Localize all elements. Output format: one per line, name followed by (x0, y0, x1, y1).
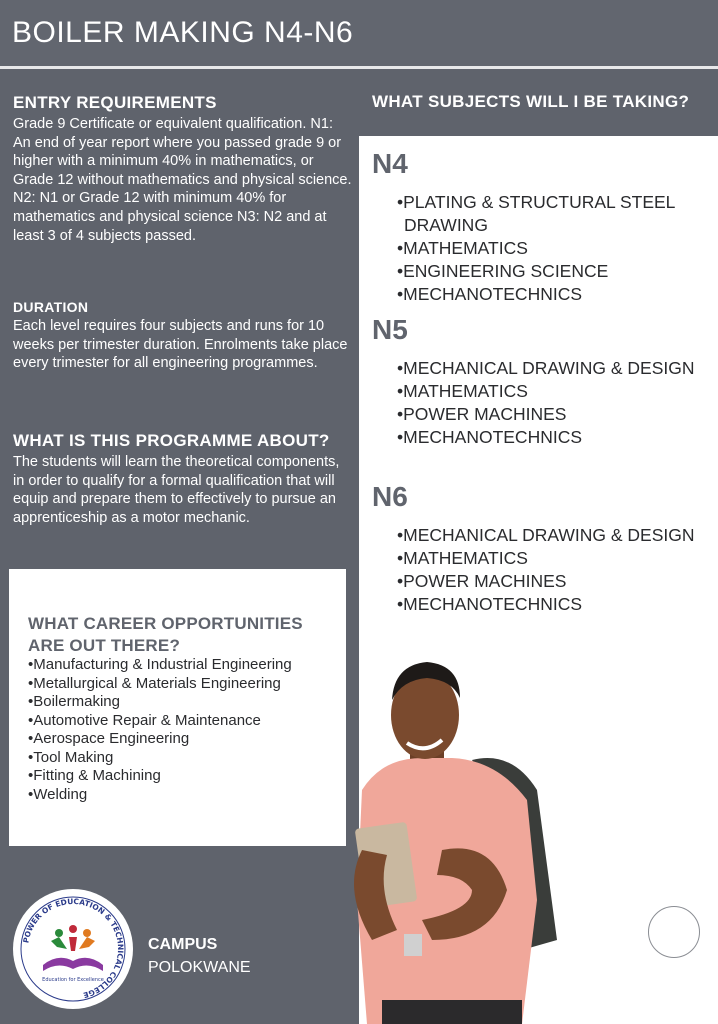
career-item: •Fitting & Machining (28, 767, 161, 784)
subject-item: •PLATING & STRUCTURAL STEEL DRAWING (397, 192, 675, 235)
duration-text: Each level requires four subjects and runs for 10 weeks per trimester duration. Enrolments take place every trimester for all engineering programmes. (13, 318, 348, 372)
decorative-circle (648, 906, 700, 958)
entry-requirements-text: Grade 9 Certificate or equivalent qualification. N1: An end of year report where you passed grade 9 or higher with a minimum 40% in mathematics, or Grade 12 without mathematics and physical science. N2: N1 or Grade 12 with minimum 40% for mathematics and physical science N3: N2 and at least 3 of 4 subjects passed. (13, 116, 352, 244)
subject-item: •MECHANICAL DRAWING & DESIGN (397, 358, 695, 378)
career-opportunities-box (9, 569, 346, 846)
duration-section (13, 299, 353, 373)
level-n5-title: N5 (372, 314, 408, 345)
subject-item: •MECHANOTECHNICS (397, 284, 583, 304)
subject-item: •MECHANICAL DRAWING & DESIGN (397, 525, 695, 545)
subject-item: •POWER MACHINES (397, 571, 567, 591)
career-item: •Boilermaking (28, 693, 120, 710)
career-item: •Aerospace Engineering (28, 730, 190, 747)
career-item: •Manufacturing & Industrial Engineering (28, 656, 292, 673)
subject-item: •MATHEMATICS (397, 238, 528, 258)
student-photo (322, 640, 572, 1024)
level-n6-title: N6 (372, 481, 408, 512)
entry-requirements-title: ENTRY REQUIREMENTS (13, 93, 217, 112)
campus-name: POLOKWANE (148, 959, 251, 976)
career-item: •Welding (28, 785, 88, 803)
page-header (0, 0, 718, 68)
career-list (28, 656, 292, 804)
career-item: •Automotive Repair & Maintenance (28, 711, 261, 729)
level-n6-subjects (397, 524, 717, 616)
subject-item: •MECHANOTECHNICS (397, 594, 583, 614)
career-item: •Metallurgical & Materials Engineering (28, 674, 281, 692)
programme-about-section (13, 431, 353, 527)
campus-label: CAMPUS (148, 936, 218, 953)
subject-item: •ENGINEERING SCIENCE (397, 261, 609, 281)
logo-ring-text: POWER OF EDUCATION & TECHNICAL COLLEGE (21, 896, 126, 1000)
subject-item: •MATHEMATICS (397, 548, 528, 568)
subject-item: •POWER MACHINES (397, 404, 567, 424)
level-n4-title: N4 (372, 148, 408, 179)
college-logo (13, 889, 133, 1009)
duration-title: DURATION (13, 299, 89, 315)
level-n4-subjects (397, 191, 697, 306)
header-divider (0, 66, 718, 69)
career-item: •Tool Making (28, 748, 114, 766)
level-n5-subjects (397, 357, 717, 449)
subject-item: •MECHANOTECHNICS (397, 427, 583, 447)
career-opportunities-title: WHAT CAREER OPPORTUNITIES ARE OUT THERE? (28, 614, 303, 655)
logo-motto: Education for Excellence (42, 977, 104, 983)
subject-item: •MATHEMATICS (397, 381, 528, 401)
entry-requirements-section (13, 93, 353, 245)
programme-about-title: WHAT IS THIS PROGRAMME ABOUT? (13, 431, 330, 450)
programme-about-text: The students will learn the theoretical components, in order to qualify for a formal qualification that will equip and prepare them to effectively to pursue an apprenticeship as a motor mechanic. (13, 454, 340, 526)
subjects-heading: WHAT SUBJECTS WILL I BE TAKING? (372, 92, 690, 111)
page-title: BOILER MAKING N4-N6 (12, 16, 354, 49)
